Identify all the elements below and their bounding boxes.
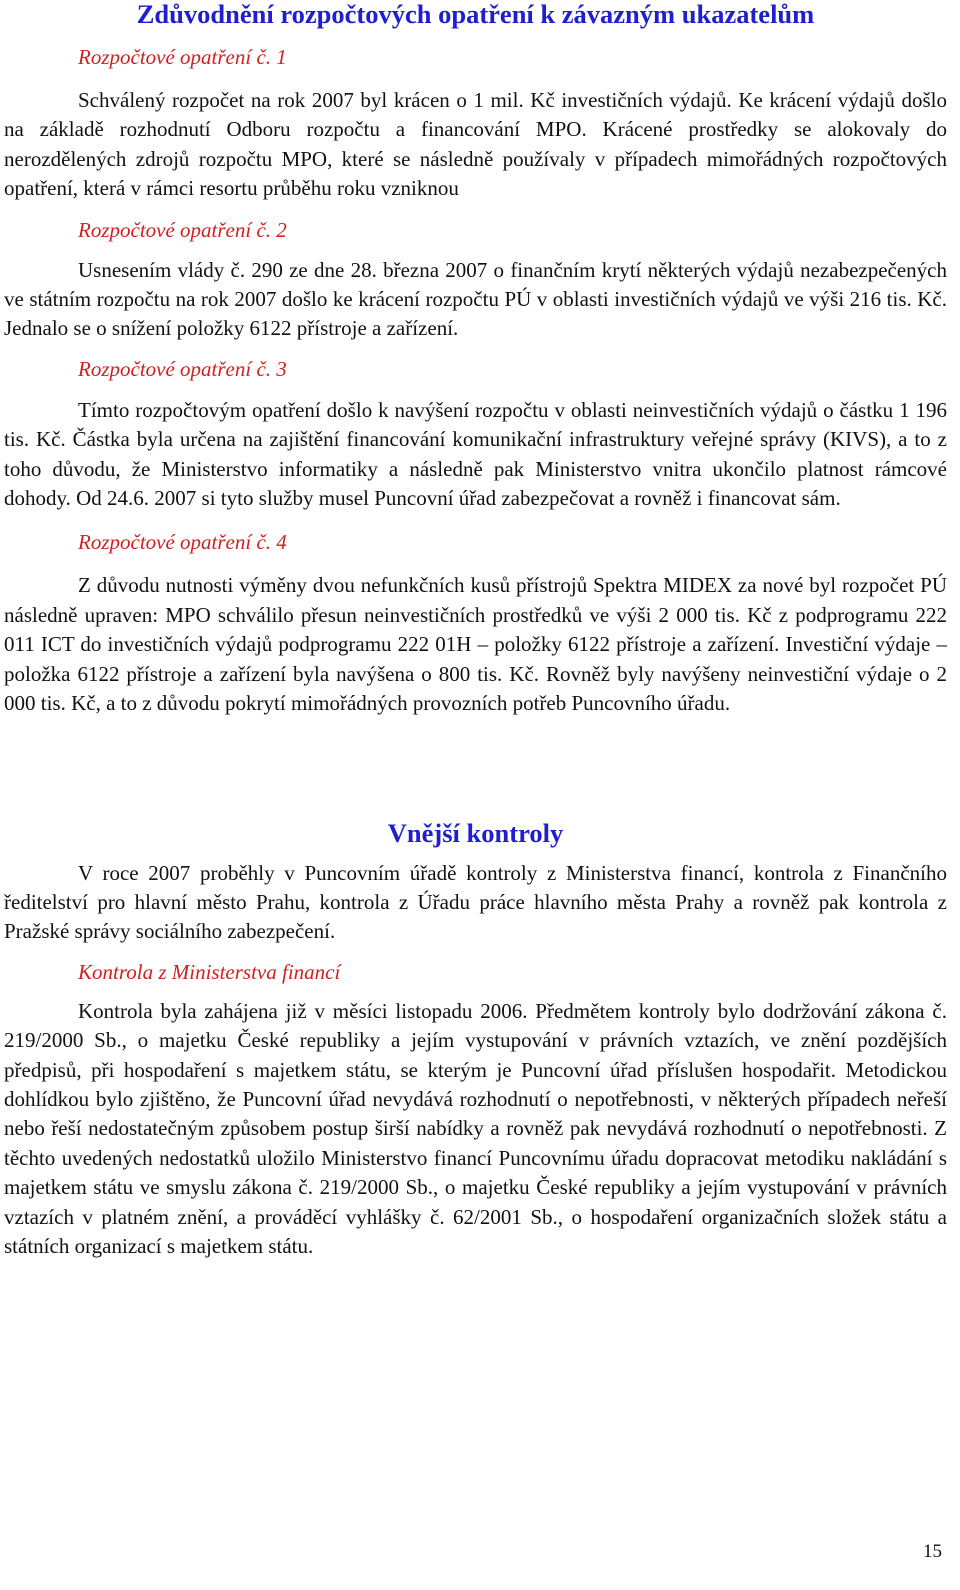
measure-2-title: Rozpočtové opatření č. 2 <box>78 217 287 242</box>
ministry-control-title: Kontrola z Ministerstva financí <box>78 959 341 984</box>
document-page <box>4 0 947 1261</box>
measure-3-text: Tímto rozpočtovým opatření došlo k navýšení rozpočtu v oblasti neinvestičních výdajů o částku 1 196 tis. Kč. Částka byla určena na zajištění financování komunikační infrastruktury veřejné správy (KIVS), a to z toho důvodu, že Ministerstvo informatiky a následně pak Ministerstvo vnitra ukončilo platnost rámcové dohody. Od 24.6. 2007 si tyto služby musel Puncovní úřad zabezpečovat a rovněž i financovat sám. <box>4 397 947 511</box>
measure-1-text: Schválený rozpočet na rok 2007 byl krácen o 1 mil. Kč investičních výdajů. Ke krácení výdajů došlo na základě rozhodnutí Odboru rozpočtu a financování MPO. Krácené prostředky se alokovaly do nerozdělených zdrojů rozpočtu MPO, které se následně používaly v případech mimořádných rozpočtových opatření, která v rámci resortu průběhu roku vzniknou <box>4 88 947 201</box>
measure-4-title: Rozpočtové opatření č. 4 <box>78 530 287 555</box>
section-heading: Zdůvodnění rozpočtových opatření k závazným ukazatelům <box>136 0 815 29</box>
external-controls-intro: V roce 2007 proběhly v Puncovním úřadě kontroly z Ministerstva financí, kontrola z Finančního ředitelství pro hlavní město Prahu, kontrola z Úřadu práce hlavního města Prahy a rovněž pak kontrola z Pražské správy sociálního zabezpečení. <box>4 860 947 944</box>
ministry-control-text: Kontrola byla zahájena již v měsíci listopadu 2006. Předmětem kontroly bylo dodržování zákona č. 219/2000 Sb., o majetku České republiky a jejím vystupování v právních vztazích, ve znění pozdějších předpisů, při hospodaření s majetkem státu, se kterým je Puncovní úřad příslušen hospodařit. Metodickou dohlídkou bylo zjištěno, že Puncovní úřad nevydává rozhodnutí o nepotřebnosti, v některých případech neřeší nebo řeší nedostatečným způsobem postup širší nabídky a rovněž pak nevydává rozhodnutí o nepotřebnosti. Z těchto uvedených nedostatků uložilo Ministerstvo financí Puncovnímu úřadu dopracovat metodiku nakládání s majetkem státu ve smyslu zákona č. 219/2000 Sb., o majetku České republiky a jejím vystupování v právních vztazích v platném znění, a prováděcí vyhlášky č. 62/2001 Sb., o hospodaření organizačních složek státu a státních organizací s majetkem státu. <box>4 998 947 1258</box>
page-number: 15 <box>923 1541 942 1562</box>
measure-2-text: Usnesením vlády č. 290 ze dne 28. března 2007 o finančním krytí některých výdajů nezabezpečených ve státním rozpočtu na rok 2007 došlo ke krácení rozpočtu PÚ v oblasti investičních výdajů ve výši 216 tis. Kč. Jednalo se o snížení položky 6122 přístroje a zařízení. <box>4 257 947 341</box>
measure-3-title: Rozpočtové opatření č. 3 <box>78 356 287 381</box>
measure-4-text: Z důvodu nutnosti výměny dvou nefunkčních kusů přístrojů Spektra MIDEX za nové byl rozpočet PÚ následně upraven: MPO schválilo přesun neinvestičních prostředků ve výši 2 000 tis. Kč z podprogramu 222 011 ICT do investičních výdajů podprogramu 222 01H – položky 6122 přístroje a zařízení. Investiční výdaje – položka 6122 přístroje a zařízení byla navýšena o 800 tis. Kč. Rovněž byly navýšeny neinvestiční výdaje o 2 000 tis. Kč, a to z důvodu pokrytí mimořádných provozních potřeb Puncovního úřadu. <box>4 573 947 716</box>
measure-1-title: Rozpočtové opatření č. 1 <box>78 45 287 69</box>
external-controls-heading: Vnější kontroly <box>387 817 564 848</box>
